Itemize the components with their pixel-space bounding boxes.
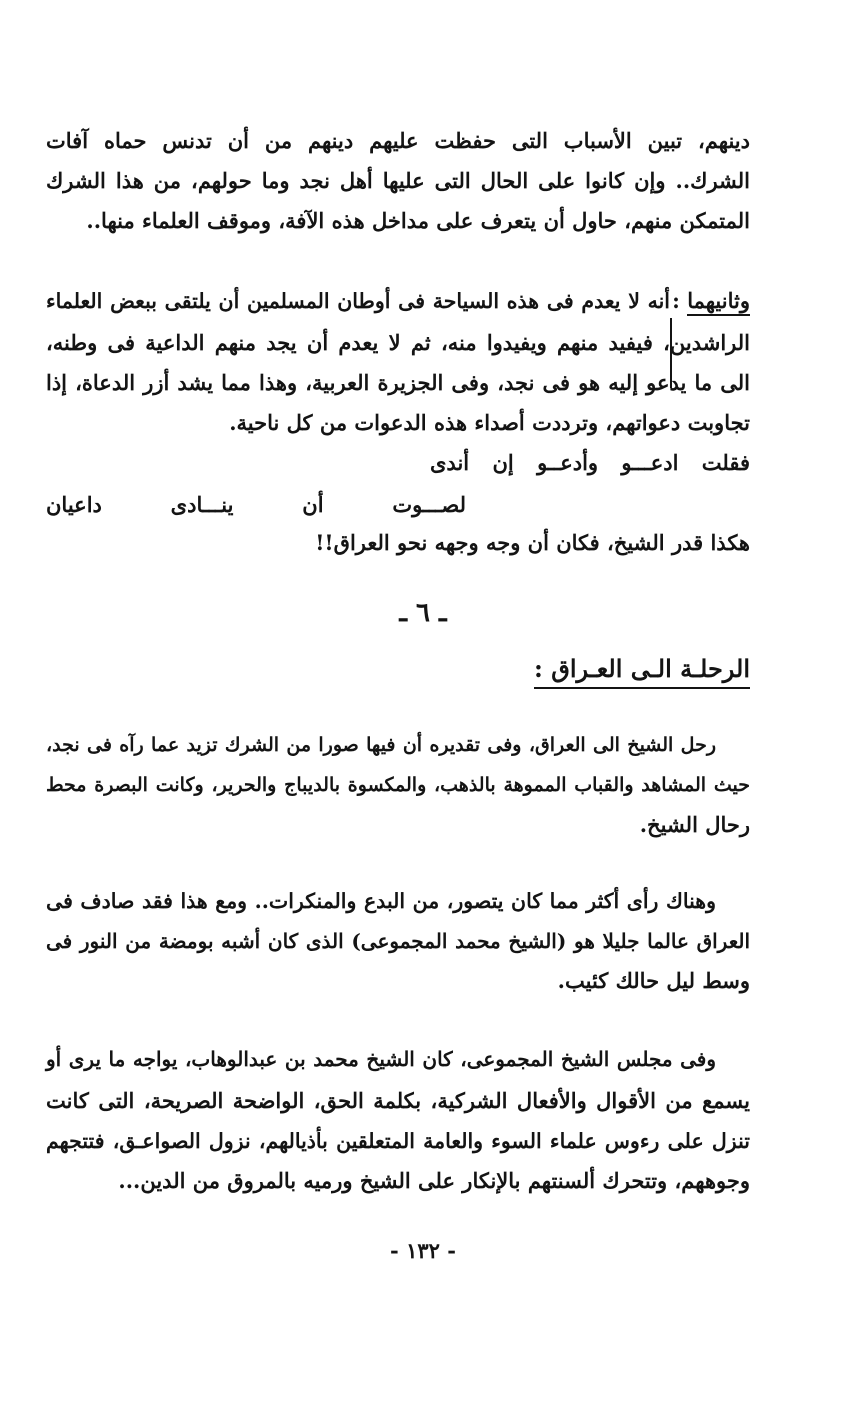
paragraph3-line: وسط ليل حالك كئيب. <box>557 968 750 993</box>
paragraph4-line: يسمع من الأقوال والأفعال الشركية، بكلمة الحق، الواضحة الصريحة، التى كانت <box>46 1088 750 1113</box>
paragraph4-line: تنزل على رءوس علماء السوء والعامة المتعلقين بأذيالهم، نزول الصواعـق، فتتجهم <box>46 1129 750 1153</box>
verse-word: داعيان <box>46 492 102 517</box>
second-point-separator: : <box>672 288 680 313</box>
second-point-line: تجاوبت دعواتهم، وترددت أصداء هذه الدعوات من كل ناحية. <box>229 410 750 435</box>
second-point-label-group <box>672 286 750 316</box>
verse-line-1 <box>430 448 750 478</box>
closing-line: هكذا قدر الشيخ، فكان أن وجه وجهه نحو العراق!! <box>315 530 750 555</box>
second-point-line: أنه لا يعدم فى هذه السياحة فى أوطان المسلمين أن يلتقى ببعض العلماء <box>46 289 670 313</box>
second-point-line: الى ما يدعو إليه هو فى نجد، وفى الجزيرة العربية، وهذا مما يشد أزر الدعاة، إذا <box>46 370 750 395</box>
page-number: - ١٣٢ - <box>390 1238 456 1263</box>
paragraph4-line: وفى مجلس الشيخ المجموعى، كان الشيخ محمد بن عبدالوهاب، يواجه ما يرى أو <box>46 1047 716 1071</box>
paragraph1-line: دينهم، تبين الأسباب التى حفظت عليهم دينهم من أن تدنس حماه آفات <box>46 128 750 153</box>
verse-word: لصـــوت <box>392 492 466 517</box>
verse-word: وأدعــو <box>537 450 599 475</box>
verse-word: إن <box>492 450 514 475</box>
verse-word: أن <box>302 492 324 517</box>
second-point-label: وثانيهما <box>687 288 750 316</box>
paragraph4-line: وجوههم، وتتحرك ألسنتهم بالإنكار على الشيخ ورميه بالمروق من الدين... <box>118 1168 750 1193</box>
paragraph3-line: وهناك رأى أكثر مما كان يتصور، من البدع والمنكرات.. ومع هذا فقد صادف فى <box>46 889 716 913</box>
verse-word: ينـــادى <box>170 492 234 517</box>
paragraph1-line: الشرك.. وإن كانوا على الحال التى عليها أهل نجد وما حولهم، من هذا الشرك <box>46 168 750 193</box>
verse-intro: فقلت <box>701 450 750 475</box>
paragraph2-line: رحل الشيخ الى العراق، وفى تقديره أن فيها صورا من الشرك تزيد عما رآه فى نجد، <box>46 734 716 756</box>
paragraph3-line: العراق عالما جليلا هو (الشيخ محمد المجموعى) الذى كان أشبه بومضة من النور فى <box>46 929 750 953</box>
paragraph2-line: رحال الشيخ. <box>639 812 750 837</box>
section-heading: الرحلـة الـى العـراق : <box>534 654 750 689</box>
verse-word: ادعـــو <box>621 450 679 475</box>
second-point-line: الراشدين، فيفيد منهم ويفيدوا منه، ثم لا يعدم أن يجد منهم الداعية فى وطنه، <box>46 330 750 355</box>
verse-word: أندى <box>430 450 470 475</box>
paragraph1-line: المتمكن منهم، حاول أن يتعرف على مداخل هذه الآفة، وموقف العلماء منها.. <box>86 208 750 233</box>
section-number: ـ ٦ ـ <box>399 598 447 628</box>
paragraph2-line: حيث المشاهد والقباب المموهة بالذهب، والمكسوة بالديباج والحرير، وكانت البصرة محط <box>46 774 750 796</box>
verse-line-2 <box>46 490 466 520</box>
